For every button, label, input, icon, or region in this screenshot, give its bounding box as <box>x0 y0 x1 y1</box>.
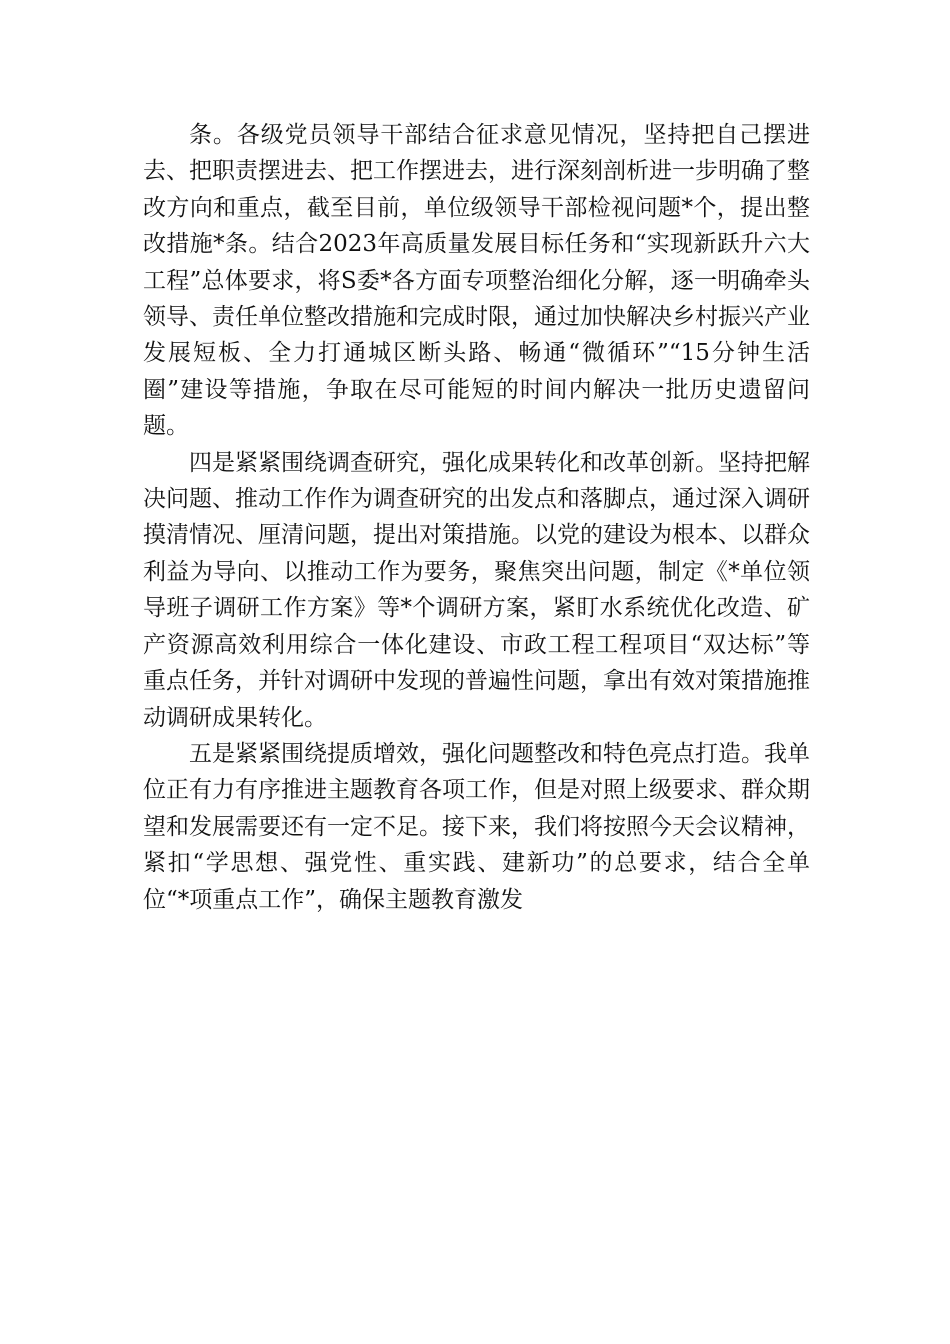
paragraph-2: 四是紧紧围绕调查研究，强化成果转化和改革创新。坚持把解决问题、推动工作作为调查研究的出发点和落脚点，通过深入调研摸清情况、厘清问题，提出对策措施。以党的建设为根本、以群众利益为导向、以推动工作为要务，聚焦突出问题，制定《*单位领导班子调研工作方案》等*个调研方案，紧盯水系统优化改造、矿产资源高效利用综合一体化建设、市政工程工程项目“双达标”等重点任务，并针对调研中发现的普遍性问题，拿出有效对策措施推动调研成果转化。 <box>143 449 810 731</box>
document-body <box>143 117 810 918</box>
paragraph-1: 条。各级党员领导干部结合征求意见情况，坚持把自己摆进去、把职责摆进去、把工作摆进去，进行深刻剖析进一步明确了整改方向和重点，截至目前，单位级领导干部检视问题*个，提出整改措施*条。结合2023年高质量发展目标任务和“实现新跃升六大工程”总体要求，将S委*各方面专项整治细化分解，逐一明确牵头领导、责任单位整改措施和完成时限，通过加快解决乡村振兴产业发展短板、全力打通城区断头路、畅通“微循环”“15分钟生活圈”建设等措施，争取在尽可能短的时间内解决一批历史遗留问题。 <box>143 122 810 440</box>
paragraph-3: 五是紧紧围绕提质增效，强化问题整改和特色亮点打造。我单位正有力有序推进主题教育各项工作，但是对照上级要求、群众期望和发展需要还有一定不足。接下来，我们将按照今天会议精神，紧扣“学思想、强党性、重实践、建新功”的总要求，结合全单位“*项重点工作”，确保主题教育激发 <box>143 740 810 913</box>
